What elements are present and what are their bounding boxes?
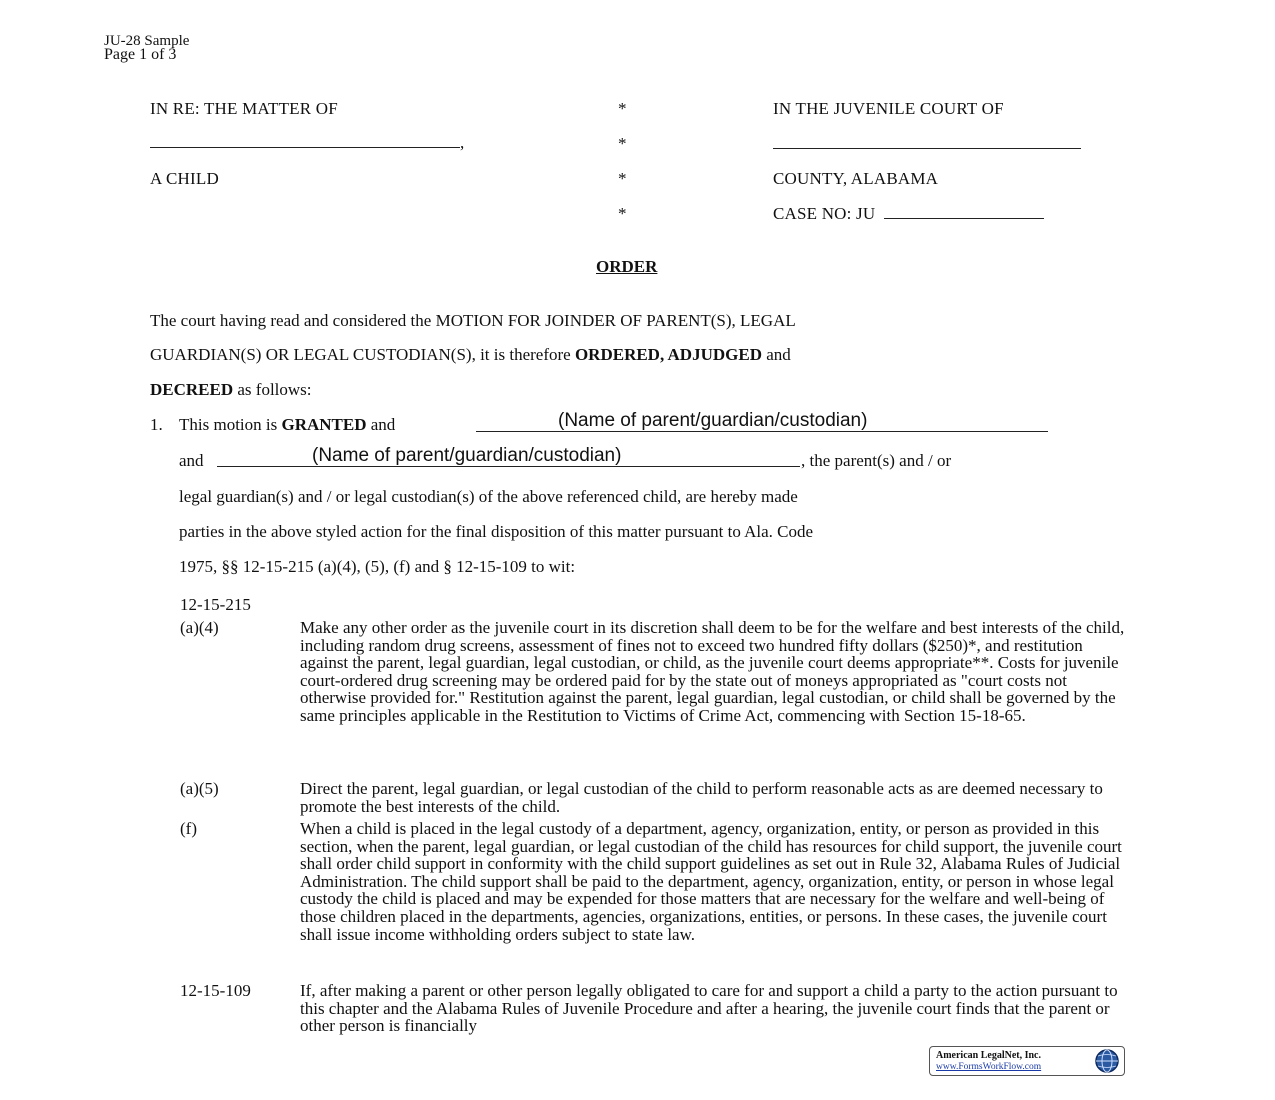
county-blank [773, 134, 1081, 154]
caption-county: COUNTY, ALABAMA [773, 169, 939, 188]
case-number-label: CASE NO: JU [773, 204, 876, 223]
intro-text: GUARDIAN(S) OR LEGAL CUSTODIAN(S), it is therefore [150, 345, 575, 364]
county-line [773, 136, 1081, 149]
intro-line [150, 380, 312, 400]
caption-a-child: A CHILD [150, 169, 219, 188]
code-heading: 12-15-215 [180, 595, 251, 614]
logo-company: American LegalNet, Inc. [936, 1050, 1041, 1061]
form-id: JU-28 Sample [104, 33, 190, 49]
item-text: 1975, §§ 12-15-215 (a)(4), (5), (f) and § 12-15-109 to wit: [179, 557, 576, 576]
code-text: If, after making a parent or other person legally obligated to care for and support a child a party to the action pursuant to this chapter and the Alabama Rules of Juvenile Procedure and after a hearing, the juvenile court finds that the parent or other person is financially [300, 981, 1118, 1036]
code-text: Make any other order as the juvenile court in its discretion shall deem to be for the welfare and best interests of the child, including random drug screens, assessment of fines not to exceed two hundred fifty dollars ($250)*, and restitution against the parent, legal guardian, legal custodian, or child, as the juvenile court deems appropriate**. Costs for juvenile court-ordered drug screening may be ordered paid for by the state out of moneys appropriated as "court costs not otherwise provided for." Restitution against the parent, legal guardian, legal custodian, or child shall be governed by the same principles applicable in the Restitution to Victims of Crime Act, commencing with Section 15-18-65. [300, 618, 1125, 725]
code-label: (a)(4) [180, 618, 219, 637]
child-name-blank [150, 133, 464, 153]
caption-in-re: IN RE: THE MATTER OF [150, 99, 338, 118]
intro-emphasis: ORDERED, ADJUDGED [574, 345, 762, 364]
parent-name-placeholder-1: (Name of parent/guardian/custodian) [558, 410, 868, 431]
parent-name-placeholder-2: (Name of parent/guardian/custodian) [312, 445, 622, 466]
parent-name-field-2[interactable] [217, 447, 800, 467]
item-text-part: This motion is [179, 415, 282, 434]
item-text: legal guardian(s) and / or legal custodian(s) of the above referenced child, are hereby made [179, 487, 798, 506]
item-text: parties in the above styled action for the final disposition of this matter pursuant to Ala. Code [179, 522, 814, 541]
code-text: Direct the parent, legal guardian, or legal custodian of the child to perform reasonable acts as are deemed necessary to promote the best interests of the child. [300, 779, 1103, 816]
globe-icon [1094, 1048, 1120, 1074]
caption-star: * [618, 169, 627, 188]
item-text [179, 415, 395, 435]
code-label: (a)(5) [180, 779, 219, 798]
caption-star: * [618, 134, 627, 153]
caption-star: * [618, 99, 627, 118]
caption-court: IN THE JUVENILE COURT OF [773, 99, 1004, 118]
page-number: Page 1 of 3 [104, 46, 177, 63]
logo-url-link[interactable]: www.FormsWorkFlow.com [936, 1062, 1042, 1072]
intro-line [150, 345, 791, 365]
american-legalnet-logo[interactable] [929, 1046, 1125, 1076]
caption-star: * [618, 204, 627, 223]
item-and: and [179, 451, 204, 470]
child-name-comma: , [460, 133, 465, 152]
code-text: When a child is placed in the legal custody of a department, agency, organization, entity, or person as provided in this section, when the parent, legal guardian, or legal custodian of the child has resources for child support, the juvenile court shall order child support in conformity with the child support guidelines as set out in Rule 32, Alabama Rules of Judicial Administration. The child support shall be paid to the department, agency, organization, entity, or person in whose legal custody the child is placed and may be expended for those matters that are necessary for the welfare and well-being of those children placed in the departments, agencies, organizations, entities, or persons. In these cases, the juvenile court shall issue income withholding orders subject to state law. [300, 819, 1122, 944]
case-number-line [884, 206, 1044, 219]
item-text: , the parent(s) and / or [801, 451, 952, 470]
intro-text: as follows: [233, 380, 312, 399]
item-number: 1. [150, 415, 163, 434]
item-text-part: and [366, 415, 396, 434]
parent-name-field-1[interactable] [476, 412, 1048, 432]
intro-line: The court having read and considered the MOTION FOR JOINDER OF PARENT(S), LEGAL [150, 311, 796, 330]
intro-text: and [761, 345, 791, 364]
granted-text: GRANTED [281, 415, 367, 434]
page-title: ORDER [596, 257, 658, 276]
intro-emphasis: DECREED [150, 380, 234, 399]
code-label: 12-15-109 [180, 981, 251, 1000]
case-number [773, 204, 1044, 224]
code-label: (f) [180, 819, 197, 838]
child-name-line [150, 135, 460, 148]
